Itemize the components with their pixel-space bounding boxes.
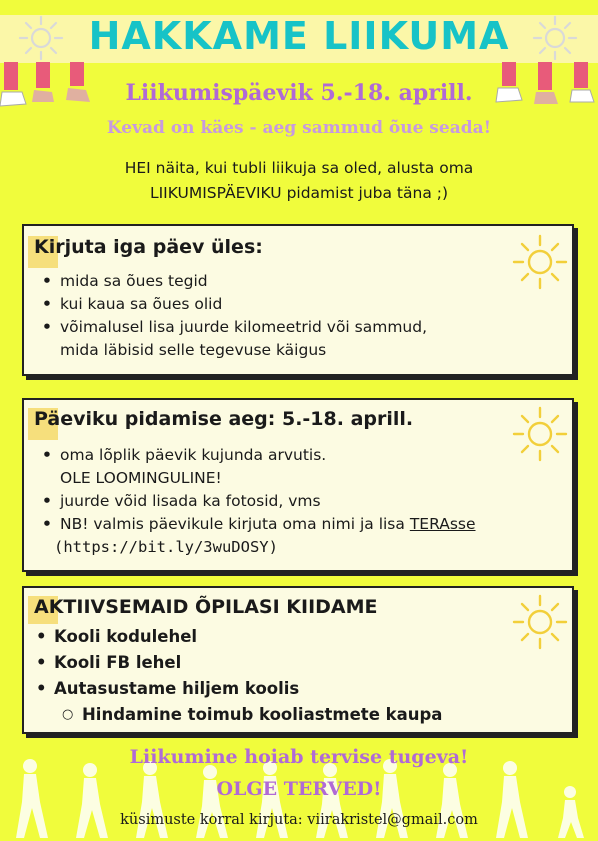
card-heading: Päeviku pidamise aeg: 5.-18. aprill. (34, 408, 414, 430)
list-item: • Kooli FB lehel (30, 650, 560, 676)
card-heading: Kirjuta iga päev üles: (34, 236, 263, 258)
list-item-text: OLE LOOMINGULINE! (60, 469, 222, 487)
praise-card (22, 586, 574, 734)
list-item (36, 444, 566, 490)
list-item-continuation (36, 339, 536, 362)
list-item-text: NB! valmis päevikule kirjuta oma nimi ja lisa (60, 515, 410, 533)
diary-list (36, 444, 566, 536)
intro-line: LIIKUMISPÄEVIKU pidamist juba täna ;) (149, 184, 449, 202)
page-title: HAKKAME LIIKUMA (88, 14, 510, 58)
tera-link[interactable]: TERAsse (409, 515, 476, 533)
contact-text: küsimuste korral kirjuta: viirakristel@gmail.com (120, 812, 478, 828)
instructions-card (22, 224, 574, 376)
list-item (36, 513, 566, 536)
sun-icon (512, 406, 568, 462)
diary-period-card (22, 398, 574, 572)
card-heading: AKTIIVSEMAID ÕPILASI KIIDAME (34, 596, 378, 618)
tagline: Kevad on käes - aeg sammud õue seada! (106, 118, 492, 138)
intro-line: HEI näita, kui tubli liikuja sa oled, alusta oma (124, 159, 474, 177)
list-subitem: ○ Hindamine toimub kooliastmete kaupa (58, 702, 558, 728)
intro-text (40, 156, 558, 206)
list-item-text: oma lõplik päevik kujunda arvutis. (60, 446, 327, 464)
list-item: • Kooli kodulehel (30, 624, 560, 650)
list-item: • Autasustame hiljem koolis (30, 676, 560, 702)
sun-icon (512, 234, 568, 290)
footer-slogan: Liikumine hoiab tervise tugeva! (129, 746, 469, 768)
list-item: • kui kaua sa õues olid (36, 293, 536, 316)
list-item: • võimalusel lisa juurde kilomeetrid või sammud, (36, 316, 536, 339)
url-text[interactable]: (https://bit.ly/3wuDOSY) (54, 538, 278, 556)
instructions-list (36, 270, 536, 362)
list-item-text: mida läbisid selle tegevuse käigus (60, 341, 327, 359)
list-item: • juurde võid lisada ka fotosid, vms (36, 490, 566, 513)
sun-icon (512, 594, 568, 650)
praise-sublist (58, 702, 558, 728)
praise-list (30, 624, 560, 702)
subtitle: Liikumispäevik 5.-18. aprill. (125, 80, 473, 106)
footer-greeting: OLGE TERVED! (216, 778, 382, 800)
list-item: • mida sa õues tegid (36, 270, 536, 293)
